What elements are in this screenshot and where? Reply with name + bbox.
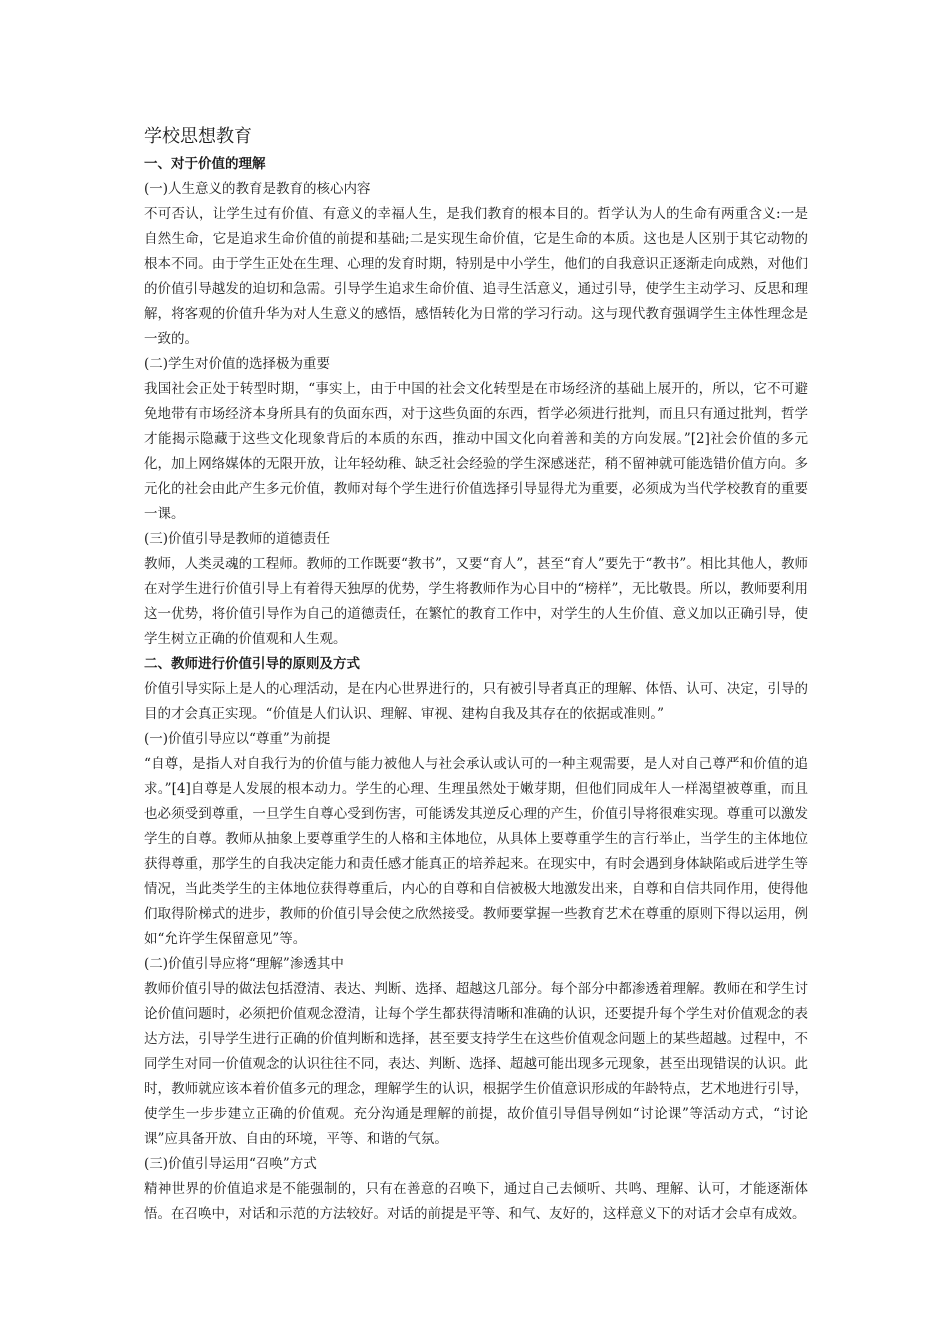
paragraph-2-2: 教师价值引导的做法包括澄清、表达、判断、选择、超越这几部分。每个部分中都渗透着理解。教师在和学生讨论价值问题时，必须把价值观念澄清，让每个学生都获得清晰和准确的认识，还要提升每个学生对价值观念的表达方法，引导学生进行正确的价值判断和选择，甚至要支持学生在这些价值观念问题上的某些超越。过程中，不同学生对同一价值观念的认识往往不同，表达、判断、选择、超越可能出现多元现象，甚至出现错误的认识。此时，教师就应该本着价值多元的理念，理解学生的认识，根据学生价值意识形成的年龄特点，艺术地进行引导，使学生一步步建立正确的价值观。充分沟通是理解的前提，故价值引导倡导例如“讨论课”等活动方式，“讨论课”应具备开放、自由的环境，平等、和谐的气氛。: [144, 981, 808, 1147]
subsection-heading-1-2: (二)学生对价值的选择极为重要: [144, 356, 331, 372]
paragraph-1-3: 教师，人类灵魂的工程师。教师的工作既要“教书”，又要“育人”，甚至“育人”要先于“教书”。相比其他人，教师在对学生进行价值引导上有着得天独厚的优势，学生将教师作为心目中的“榜样”，无比敬畏。所以，教师要利用这一优势，将价值引导作为自己的道德责任，在繁忙的教育工作中，对学生的人生价值、意义加以正确引导，使学生树立正确的价值观和人生观。: [144, 556, 808, 647]
paragraph-1-1: 不可否认，让学生过有价值、有意义的幸福人生，是我们教育的根本目的。哲学认为人的生命有两重含义:一是自然生命，它是追求生命价值的前提和基础;二是实现生命价值，它是生命的本质。这也是人区别于其它动物的根本不同。由于学生正处在生理、心理的发育时期，特别是中小学生，他们的自我意识正逐渐走向成熟，对他们的价值引导越发的迫切和急需。引导学生追求生命价值、追寻生活意义，通过引导，使学生主动学习、反思和理解，将客观的价值升华为对人生意义的感悟，感悟转化为日常的学习行动。这与现代教育强调学生主体性理念是一致的。: [144, 206, 808, 347]
section-intro-2: 价值引导实际上是人的心理活动，是在内心世界进行的，只有被引导者真正的理解、体悟、认可、决定，引导的目的才会真正实现。“价值是人们认识、理解、审视、建构自我及其存在的依据或准则。”: [144, 681, 808, 722]
paragraph-2-1: “自尊，是指人对自我行为的价值与能力被他人与社会承认或认可的一种主观需要，是人对自己尊严和价值的追求。”[4]自尊是人发展的根本动力。学生的心理、生理虽然处于嫩芽期，但他们同成年人一样渴望被尊重，而且也必须受到尊重，一旦学生自尊心受到伤害，可能诱发其逆反心理的产生，价值引导将很难实现。尊重可以激发学生的自尊。教师从抽象上要尊重学生的人格和主体地位，从具体上要尊重学生的言行举止，当学生的主体地位获得尊重，那学生的自我决定能力和责任感才能真正的培养起来。在现实中，有时会遇到身体缺陷或后进学生等情况，当此类学生的主体地位获得尊重后，内心的自尊和自信被极大地激发出来，自尊和自信共同作用，使得他们取得阶梯式的进步，教师的价值引导会使之欣然接受。教师要掌握一些教育艺术在尊重的原则下得以运用，例如“允许学生保留意见”等。: [144, 756, 808, 947]
subsection-heading-2-1: (一)价值引导应以“尊重”为前提: [144, 731, 331, 747]
section-heading-1: 一、对于价值的理解: [144, 156, 266, 172]
paragraph-1-2: 我国社会正处于转型时期，“事实上，由于中国的社会文化转型是在市场经济的基础上展开的，所以，它不可避免地带有市场经济本身所具有的负面东西，对于这些负面的东西，哲学必须进行批判，而且只有通过批判，哲学才能揭示隐藏于这些文化现象背后的本质的东西，推动中国文化向着善和美的方向发展。”[2]社会价值的多元化，加上网络媒体的无限开放，让年轻幼稚、缺乏社会经验的学生深感迷茫，稍不留神就可能选错价值方向。多元化的社会由此产生多元价值，教师对每个学生进行价值选择引导显得尤为重要，必须成为当代学校教育的重要一课。: [144, 381, 808, 522]
subsection-heading-1-3: (三)价值引导是教师的道德责任: [144, 531, 331, 547]
subsection-heading-2-3: (三)价值引导运用“召唤”方式: [144, 1156, 317, 1172]
subsection-heading-1-1: (一)人生意义的教育是教育的核心内容: [144, 181, 371, 197]
paragraph-2-3: 精神世界的价值追求是不能强制的，只有在善意的召唤下，通过自己去倾听、共鸣、理解、认可，才能逐渐体悟。在召唤中，对话和示范的方法较好。对话的前提是平等、和气、友好的，这样意义下的对话才会卓有成效。: [144, 1181, 808, 1222]
subsection-heading-2-2: (二)价值引导应将“理解”渗透其中: [144, 956, 344, 972]
document-page: [144, 124, 808, 1227]
section-heading-2: 二、教师进行价值引导的原则及方式: [144, 656, 360, 672]
document-title: 学校思想教育: [144, 126, 252, 147]
